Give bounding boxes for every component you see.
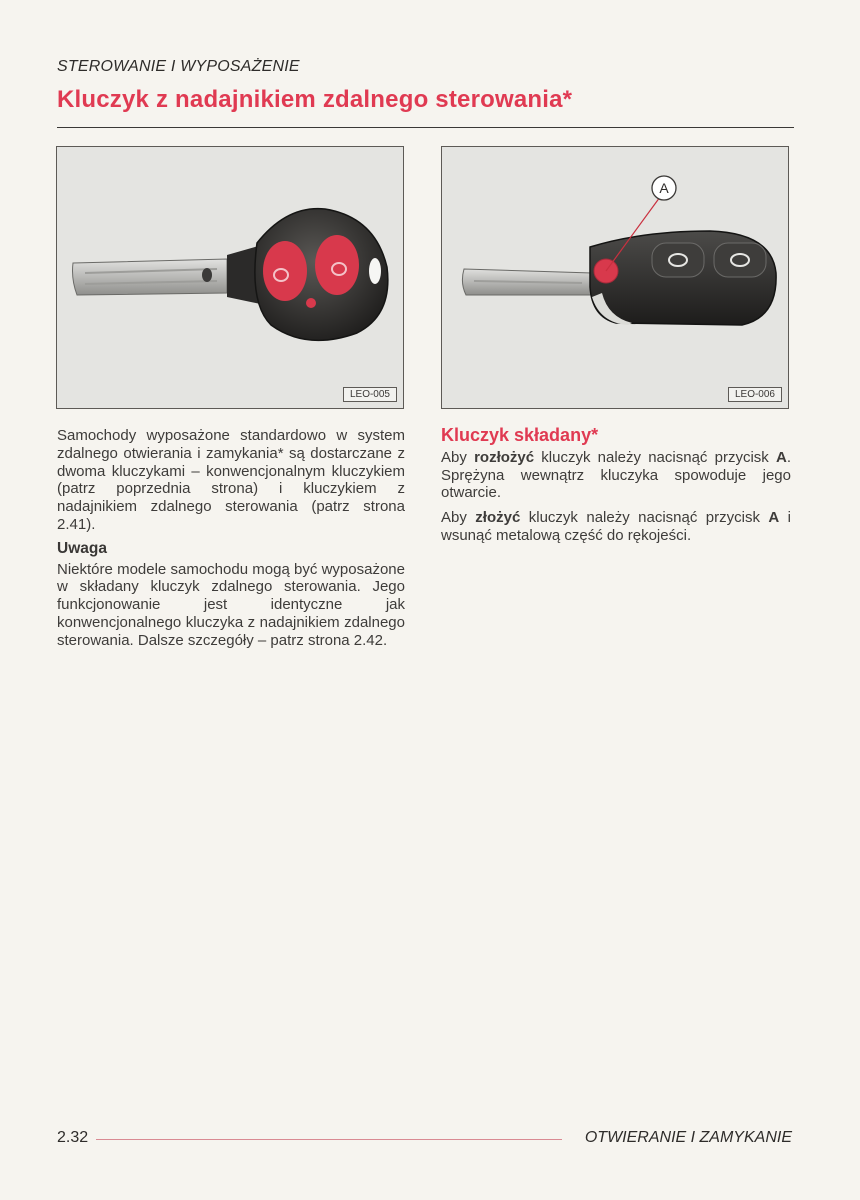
note-paragraph: Niektóre modele samochodu mogą być wyposażone w składany kluczyk zdalnego sterowania. Jego funkcjonowanie jest identyczne jak konwencjonalnego kluczyka z nadajnikiem zdalnego sterowania. Dalsze szczegóły – patrz strona 2.42. — [57, 560, 405, 649]
intro-paragraph: Samochody wyposażone standardowo w system zdalnego otwierania i zamykania* są dostarczane z dwoma kluczykami – konwencjonalnym kluczykiem (patrz poprzednia strona) i kluczykiem z nadajnikiem zdalnego sterowania (patrz strona 2.41). — [57, 427, 405, 533]
fold-emphasis: złożyć — [475, 509, 521, 527]
folding-key-heading: Kluczyk składany* — [441, 425, 599, 445]
callout-marker-a: A — [659, 180, 669, 196]
folding-key-illustration — [442, 147, 788, 408]
unfold-emphasis: rozłożyć — [474, 448, 535, 466]
button-a-ref: A — [768, 509, 780, 527]
left-column — [57, 427, 405, 650]
button-a-ref: A — [776, 448, 787, 466]
footer-divider — [96, 1139, 562, 1140]
page-number: 2.32 — [57, 1129, 89, 1146]
remote-key-illustration — [57, 147, 403, 408]
figure-folding-key — [441, 146, 789, 409]
title-divider — [57, 127, 794, 128]
fold-paragraph: Aby złożyć kluczyk należy nacisnąć przycisk A i wsunąć metalową część do rękojeści. — [441, 509, 792, 544]
right-column — [441, 427, 791, 552]
page-title: Kluczyk z nadajnikiem zdalnego sterowania* — [57, 86, 573, 113]
footer-section-label: OTWIERANIE I ZAMYKANIE — [584, 1129, 792, 1146]
section-label: STEROWANIE I WYPOSAŻENIE — [57, 58, 300, 75]
figure-remote-key — [56, 146, 404, 409]
note-heading: Uwaga — [57, 539, 107, 557]
figure-code-right: LEO-006 — [728, 387, 782, 402]
figure-code-left: LEO-005 — [343, 387, 397, 402]
unfold-paragraph: Aby rozłożyć kluczyk należy nacisnąć przycisk A. Sprężyna wewnątrz kluczyka spowoduje jego otwarcie. — [441, 448, 792, 502]
